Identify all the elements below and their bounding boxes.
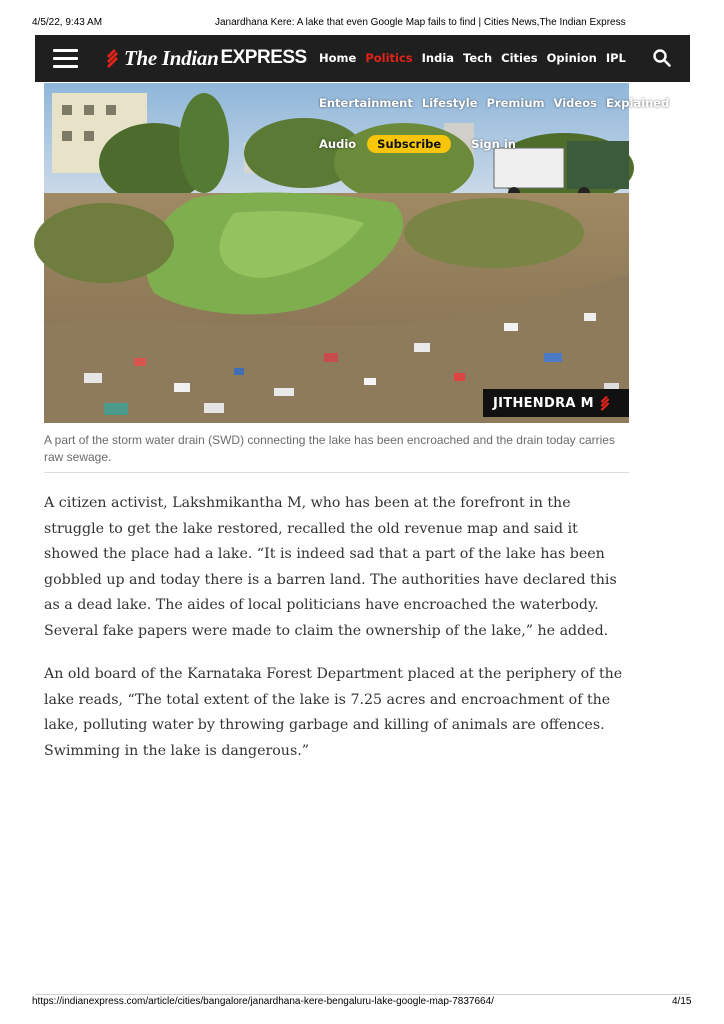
sign-in-link[interactable]: Sign in <box>471 137 516 151</box>
site-header <box>35 35 690 82</box>
search-icon[interactable] <box>652 48 672 68</box>
caption-divider <box>44 472 629 473</box>
main-nav <box>319 51 626 65</box>
photo-credit-name: JITHENDRA M <box>493 395 594 411</box>
nav-india[interactable]: India <box>421 51 455 65</box>
article-paragraph: An old board of the Karnataka Forest Department placed at the periphery of the lake reads, “The total extent of the lake is 7.25 acres and encroachment of the lake, polluting water by throwing garbage and killing of animals are offences. Swimming in the lake is dangerous.” <box>44 666 623 759</box>
nav-politics[interactable]: Politics <box>365 51 413 65</box>
hamburger-icon[interactable] <box>53 49 78 68</box>
nav-premium[interactable]: Premium <box>486 96 545 110</box>
article-paragraph: A citizen activist, Lakshmikantha M, who has been at the forefront in the struggle to get the lake restored, recalled the old revenue map and said it showed the place had a lake. “It is indeed sad that a part of the lake has been gobbled up and today there is a barren land. The authorities have declared this as a dead lake. The aides of local politicians have encroached the waterbody. Several fake papers were made to claim the ownership of the lake,” he added. <box>44 495 617 639</box>
secondary-nav <box>319 93 669 154</box>
secondary-nav-row <box>319 93 669 113</box>
nav-videos[interactable]: Videos <box>553 96 597 110</box>
photo-credit <box>483 389 629 417</box>
print-datetime: 4/5/22, 9:43 AM <box>32 17 103 28</box>
print-footer-divider <box>35 994 690 995</box>
express-flame-icon <box>105 48 120 68</box>
hero-photo <box>44 83 670 423</box>
print-page-number: 4/15 <box>672 996 692 1007</box>
nav-tech[interactable]: Tech <box>463 51 493 65</box>
print-url: https://indianexpress.com/article/cities/bangalore/janardhana-kere-bengaluru-lake-google-map-7837664/ <box>32 996 494 1007</box>
nav-cities[interactable]: Cities <box>501 51 538 65</box>
nav-lifestyle[interactable]: Lifestyle <box>421 96 478 110</box>
nav-home[interactable]: Home <box>319 51 357 65</box>
print-page-title: Janardhana Kere: A lake that even Google Map fails to find | Cities News,The Indian Express <box>215 17 626 28</box>
nav-opinion[interactable]: Opinion <box>546 51 597 65</box>
account-nav-row <box>319 134 669 154</box>
photo-caption: A part of the storm water drain (SWD) connecting the lake has been encroached and the drain today carries raw sewage. <box>44 433 615 464</box>
nav-audio[interactable]: Audio <box>319 137 357 151</box>
nav-ipl[interactable]: IPL <box>605 51 626 65</box>
logo-text-bold: EXPRESS <box>220 47 307 68</box>
nav-explained[interactable]: Explained <box>605 96 670 110</box>
express-flame-icon <box>599 395 611 411</box>
print-header <box>0 17 724 31</box>
logo-text-italic: The Indian <box>124 45 219 70</box>
nav-entertainment[interactable]: Entertainment <box>319 96 413 110</box>
site-logo[interactable] <box>105 46 307 70</box>
subscribe-button[interactable]: Subscribe <box>367 135 451 153</box>
